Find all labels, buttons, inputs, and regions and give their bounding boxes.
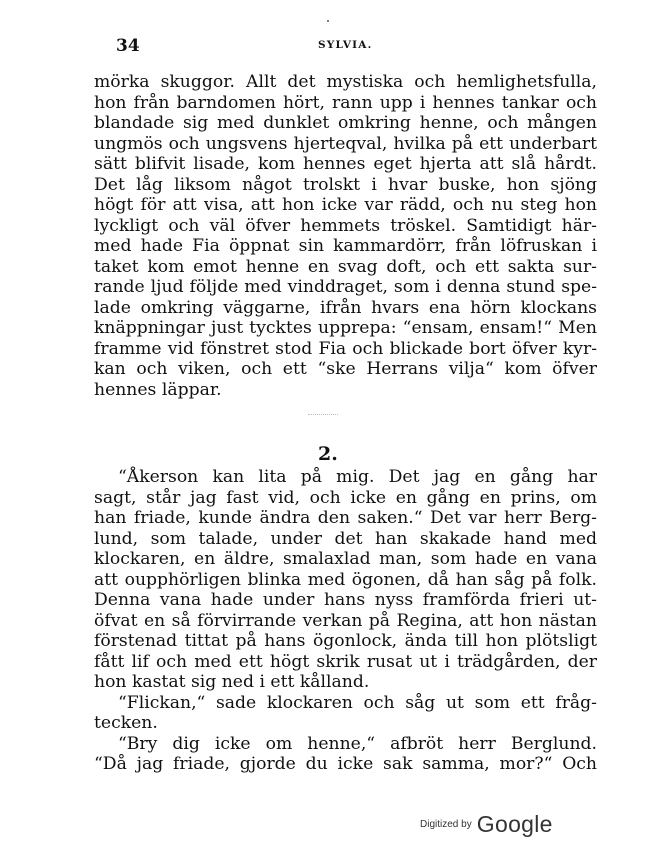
text-line: Det låg liksom något trolskt i hvar buske, hon sjöng: [94, 174, 597, 195]
text-line: ungmös och ungsvens hjerteqval, hvilka på ett underbart: [94, 133, 597, 154]
text-line: tecken.: [94, 713, 158, 733]
text-line: öfvat en så förvirrande verkan på Regina, att hon nästan: [94, 610, 597, 631]
text-line: “Åkerson kan lita på mig. Det jag en gång har: [118, 467, 597, 487]
text-line: mörka skuggor. Allt det mystiska och hemlighetsfulla,: [94, 72, 597, 92]
text-line: hon från barndomen hört, rann upp i hennes tankar och: [94, 92, 597, 113]
text-line: högt för att visa, att hon icke var rädd, och nu steg hon: [94, 195, 597, 215]
text-line: lade omkring väggarne, ifrån hvars ena hörn klockans: [94, 297, 597, 318]
text-line: med hade Fia öppnat sin kammardörr, från löfruskan i: [94, 236, 597, 256]
text-line: lund, som talade, under det han skakade hand med: [94, 528, 597, 549]
text-line: att oupphörligen blinka med ögonen, då han såg på folk.: [94, 569, 597, 590]
section-number: 2.: [318, 443, 338, 465]
text-line: lyckligt och väl öfver hemmets tröskel. Samtidigt här-: [94, 215, 597, 236]
paragraph-1: [94, 72, 597, 400]
text-line: framme vid fönstret stod Fia och blickade bort öfver kyr-: [94, 338, 597, 359]
text-line: fått lif och med ett högt skrik rusat ut i trädgården, der: [94, 651, 597, 672]
text-line: han friade, kunde ändra den saken.“ Det var herr Berg-: [94, 508, 597, 528]
text-line: knäppningar just tycktes upprepa: “ensam, ensam!“ Men: [94, 318, 597, 338]
running-head: SYLVIA.: [318, 39, 373, 51]
digitized-watermark: [420, 811, 553, 838]
text-line: “Då jag friade, gjorde du icke sak samma, mor?“ Och: [94, 754, 597, 774]
text-line: kan och viken, och ett “ske Herrans vilja“ kom öfver: [94, 359, 597, 379]
text-line: förstenad tittat på hans ögonlock, ända till hon plötsligt: [94, 631, 597, 651]
text-line: “Flickan,“ sade klockaren och såg ut som ett fråg-: [118, 692, 597, 713]
text-line: sätt blifvit lisade, kom hennes eget hjerta att slå hårdt.: [94, 154, 597, 174]
page-number: 34: [116, 36, 140, 56]
text-line: “Bry dig icke om henne,“ afbröt herr Berglund.: [118, 733, 597, 754]
google-logo: Google: [476, 811, 553, 837]
text-line: hennes läppar.: [94, 379, 222, 400]
text-line: hon kastat sig ned i ett kålland.: [94, 672, 370, 692]
watermark-prefix: Digitized by: [420, 819, 472, 830]
section-separator: [308, 414, 338, 416]
stray-dot: [327, 20, 329, 22]
text-line: blandade sig med dunklet omkring henne, och mången: [94, 113, 597, 133]
text-line: taket kom emot henne en svag doft, och ett sakta sur-: [94, 256, 597, 277]
paragraph-2: [94, 467, 597, 775]
text-line: klockaren, en äldre, smalaxlad man, som hade en vana: [94, 549, 597, 569]
text-line: sagt, står jag fast vid, och icke en gång en prins, om: [94, 487, 597, 508]
text-line: Denna vana hade under hans nyss framförda frieri ut-: [94, 590, 597, 610]
text-line: rande ljud följde med vinddraget, som i denna stund spe-: [94, 277, 597, 297]
